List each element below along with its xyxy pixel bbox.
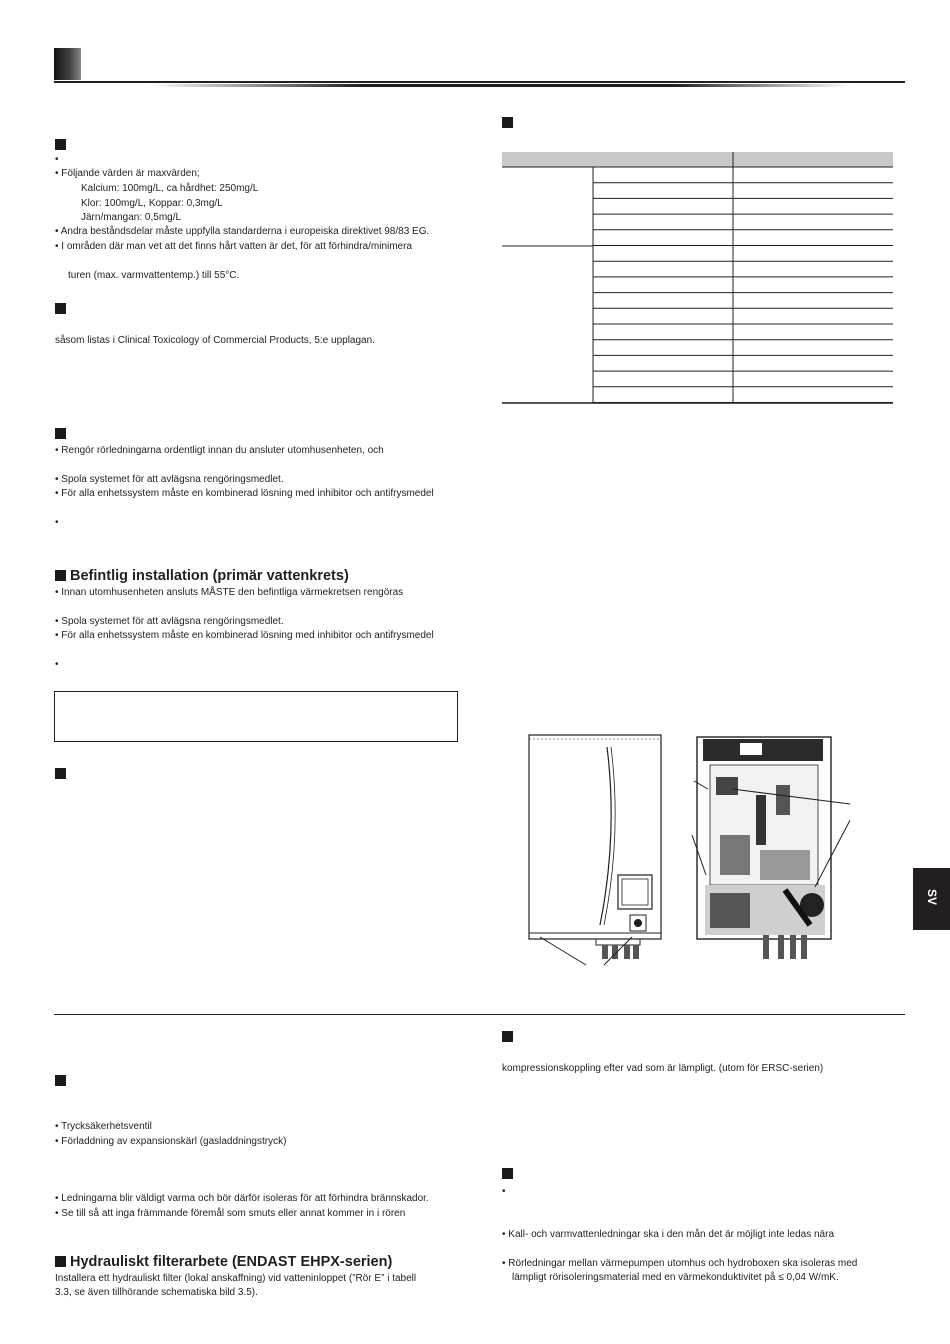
section-marker [55, 428, 66, 439]
antifreeze-line: såsom listas i Clinical Toxicology of Commercial Products, 5:e upplagan. [55, 335, 375, 346]
note-box [54, 691, 458, 742]
section-marker [55, 1256, 66, 1267]
header-rule-thick [150, 84, 850, 87]
filter-heading: Hydrauliskt filterarbete (ENDAST EHPX-serien) [70, 1254, 393, 1270]
section-divider [54, 1014, 905, 1015]
language-tab [913, 868, 950, 930]
checks-line-3: • Se till så att inga främmande föremål som smuts eller annat kommer in i rören [55, 1208, 406, 1219]
new-line-0: • Rengör rörledningarna ordentligt innan du ansluter utomhusenheten, och [55, 445, 384, 456]
new-line-2: • För alla enhetssystem måste en kombinerad lösning med inhibitor och antifrysmedel [55, 488, 434, 499]
section-marker [55, 1075, 66, 1086]
existing-line-0: • Innan utomhusenheten ansluts MÅSTE den befintliga värmekretsen rengöras [55, 587, 404, 598]
wq-line-3: Klor: 100mg/L, Koppar: 0,3mg/L [81, 198, 223, 209]
wq-line-5: • Andra beståndsdelar måste uppfylla standarderna i europeiska direktivet 98/83 EG. [55, 226, 430, 237]
checks-line-0: • Trycksäkerhetsventil [55, 1121, 152, 1132]
header-rule [54, 81, 905, 83]
section-marker [55, 768, 66, 779]
section-marker [502, 117, 513, 128]
insulation-line-1: • Kall- och varmvattenledningar ska i den mån det är möjligt inte ledas nära [502, 1229, 835, 1240]
new-line-1: • Spola systemet för att avlägsna rengöringsmedlet. [55, 474, 284, 485]
existing-line-2: • För alla enhetssystem måste en kombinerad lösning med inhibitor och antifrysmedel [55, 630, 434, 641]
open-unit-drawing [697, 737, 831, 959]
section-marker [502, 1168, 513, 1179]
section-marker [55, 570, 66, 581]
closed-unit-drawing [529, 735, 661, 959]
checks-line-2: • Ledningarna blir väldigt varma och bör därför isoleras för att förhindra brännskador. [55, 1193, 429, 1204]
wq-line-2: Kalcium: 100mg/L, ca hårdhet: 250mg/L [81, 183, 259, 194]
wq-line-1: • Följande värden är maxvärden; [55, 168, 200, 179]
compression-line: kompressionskoppling efter vad som är lämpligt. (utom för ERSC-serien) [502, 1063, 824, 1074]
language-tab-label: SV [925, 888, 939, 905]
insulation-line-3: lämpligt rörisoleringsmaterial med en värmekonduktivitet på ≤ 0,04 W/mK. [512, 1272, 839, 1283]
wq-line-7: turen (max. varmvattentemp.) till 55°C. [68, 270, 240, 281]
wq-line-0: • [55, 154, 59, 165]
section-marker [502, 1031, 513, 1042]
section-marker [55, 303, 66, 314]
filter-line-1: 3.3, se även tillhörande schematiska bild 3.5). [55, 1287, 258, 1298]
new-line-3: • [55, 517, 59, 528]
wq-line-6: • I områden där man vet att det finns hårt vatten är det, för att förhindra/minimera [55, 241, 413, 252]
insulation-line-2: • Rörledningar mellan värmepumpen utomhus och hydroboxen ska isoleras med [502, 1258, 858, 1269]
unit-diagram [520, 725, 850, 970]
wq-line-4: Järn/mangan: 0,5mg/L [81, 212, 182, 223]
section-marker [55, 139, 66, 150]
existing-line-3: • [55, 659, 59, 670]
checks-line-1: • Förladdning av expansionskärl (gasladdningstryck) [55, 1136, 287, 1147]
existing-line-1: • Spola systemet för att avlägsna rengöringsmedlet. [55, 616, 284, 627]
chapter-marker [54, 48, 81, 80]
existing-heading: Befintlig installation (primär vattenkrets) [70, 568, 349, 584]
spec-table [500, 150, 895, 406]
insulation-line-0: • [502, 1186, 506, 1197]
filter-line-0: Installera ett hydrauliskt filter (lokal anskaffning) vid vatteninloppet (”Rör E” i tabell [55, 1273, 417, 1284]
